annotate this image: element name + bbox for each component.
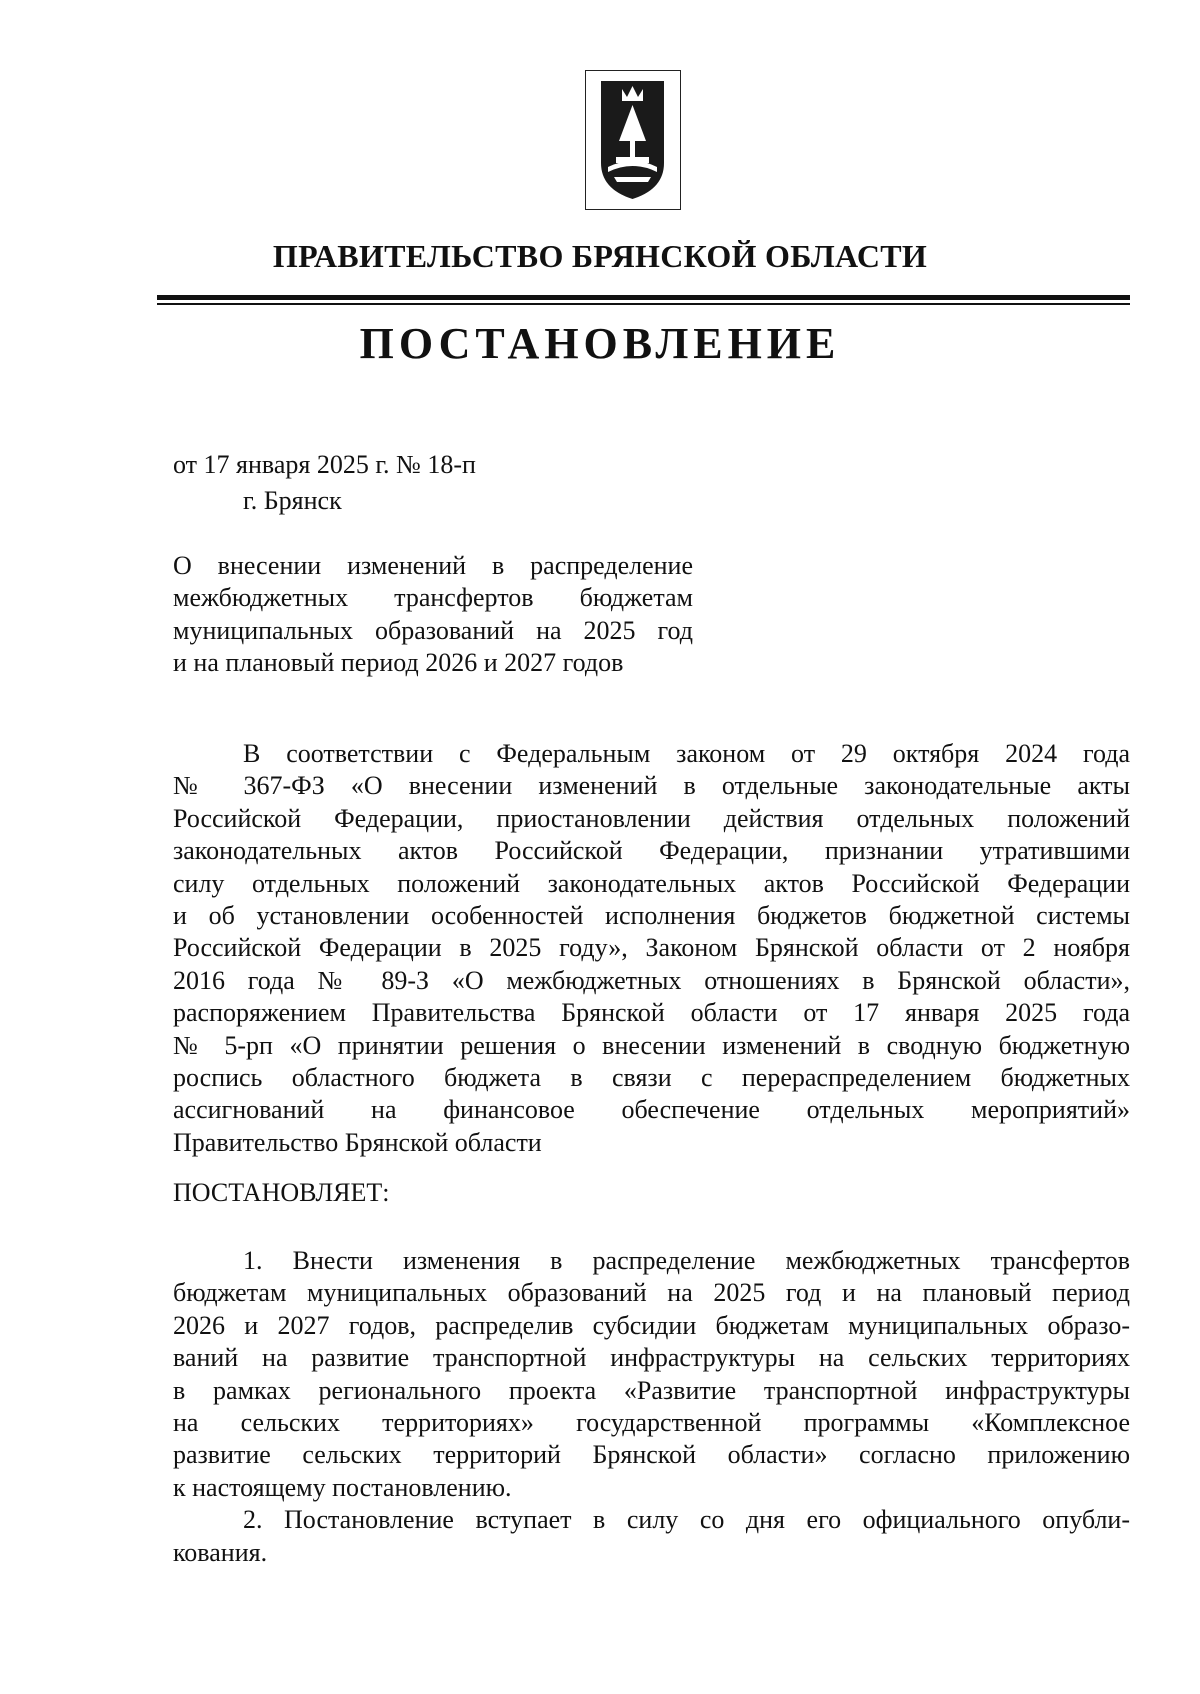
subject-line: и на плановый период 2026 и 2027 годов: [173, 648, 624, 678]
clause-line: в рамках регионального проекта «Развитие транспортной инфраструктуры: [173, 1375, 1130, 1405]
preamble-line: Российской Федерации, приостановлении действия отдельных положений: [173, 803, 1130, 833]
clause-line: к настоящему постановлению.: [173, 1472, 512, 1502]
clause-line: бюджетам муниципальных образований на 2025 год и на плановый период: [173, 1278, 1130, 1308]
preamble-paragraph: [173, 738, 1130, 1159]
preamble-line: № 367-ФЗ «О внесении изменений в отдельные законодательные акты: [173, 771, 1130, 801]
clause-line: 2026 и 2027 годов, распределив субсидии бюджетам муниципальных образо-: [173, 1310, 1130, 1340]
subject-line: межбюджетных трансфертов бюджетам: [173, 583, 693, 613]
document-subject: [173, 550, 693, 680]
header-rule-thin: [157, 303, 1130, 305]
preamble-line: и об установлении особенностей исполнения бюджетов бюджетной системы: [173, 900, 1130, 930]
clause-line: развитие сельских территорий Брянской области» согласно приложению: [173, 1440, 1130, 1470]
government-title: ПРАВИТЕЛЬСТВО БРЯНСКОЙ ОБЛАСТИ: [272, 238, 928, 274]
subject-line: муниципальных образований на 2025 год: [173, 615, 693, 645]
preamble-line: № 5-рп «О принятии решения о внесении изменений в сводную бюджетную: [173, 1030, 1130, 1060]
document-type-title: ПОСТАНОВЛЕНИЕ: [359, 319, 841, 368]
preamble-line: законодательных актов Российской Федерации, признании утратившими: [173, 836, 1130, 866]
clause-line: ваний на развитие транспортной инфраструктуры на сельских территориях: [173, 1343, 1130, 1373]
resolves-heading: [173, 1177, 1130, 1209]
document-date-number: от 17 января 2025 г. № 18-п: [173, 450, 476, 479]
subject-line: О внесении изменений в распределение: [173, 551, 693, 580]
preamble-line: силу отдельных положений законодательных актов Российской Федерации: [173, 868, 1130, 898]
header-rule-thick: [157, 295, 1130, 300]
clauses-block: [173, 1245, 1130, 1569]
preamble-line: Российской Федерации в 2025 году», Законом Брянской области от 2 ноября: [173, 933, 1130, 963]
preamble-line: 2016 года № 89-З «О межбюджетных отношениях в Брянской области»,: [173, 965, 1130, 995]
coat-of-arms-frame: [585, 70, 681, 210]
preamble-line: Правительство Брянской области: [173, 1127, 542, 1157]
preamble-line: роспись областного бюджета в связи с перераспределением бюджетных: [173, 1062, 1130, 1092]
clause-line: 1. Внести изменения в распределение межбюджетных трансфертов: [243, 1246, 1130, 1275]
resolves-text: ПОСТАНОВЛЯЕТ:: [173, 1178, 390, 1207]
preamble-line: распоряжением Правительства Брянской области от 17 января 2025 года: [173, 998, 1130, 1028]
document-city: г. Брянск: [243, 486, 342, 515]
bryansk-coat-of-arms-icon: [586, 71, 679, 208]
preamble-line: ассигнований на финансовое обеспечение отдельных мероприятий»: [173, 1095, 1130, 1125]
clause-line: на сельских территориях» государственной программы «Комплексное: [173, 1407, 1130, 1437]
clause-line: кования.: [173, 1537, 268, 1567]
preamble-line: В соответствии с Федеральным законом от 29 октября 2024 года: [243, 739, 1130, 768]
clause-line: 2. Постановление вступает в силу со дня его официального опубли-: [243, 1505, 1130, 1535]
